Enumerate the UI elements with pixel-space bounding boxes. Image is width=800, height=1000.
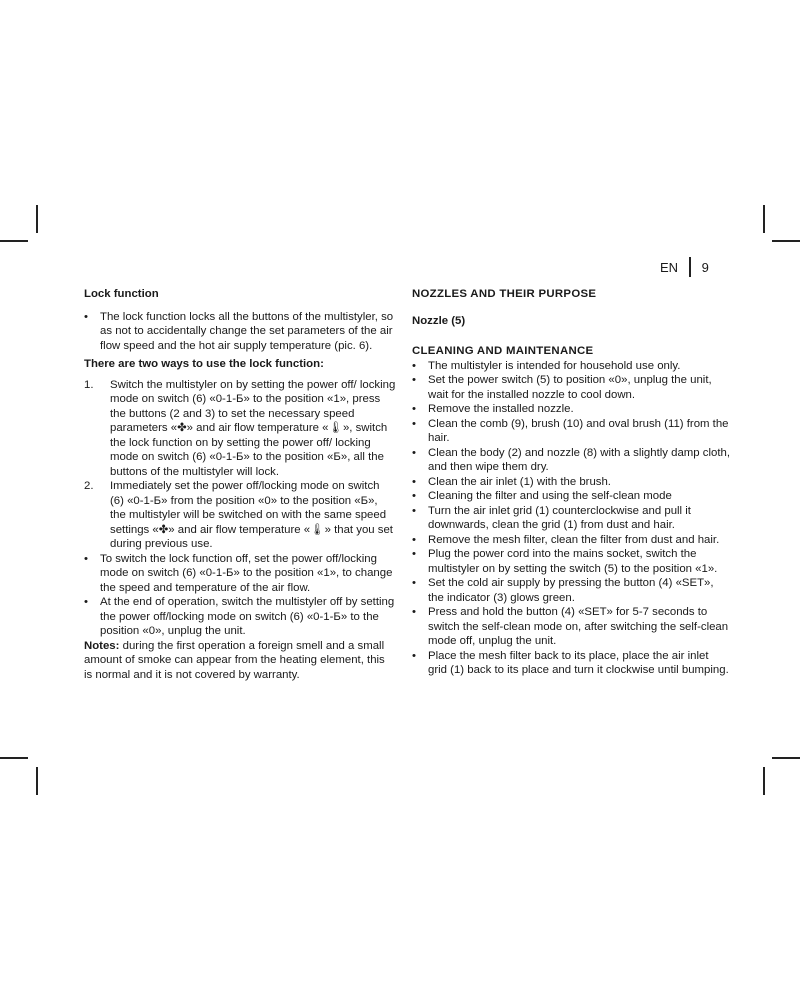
list-item: 2. Immediately set the power off/locking mode on switch (6) «0-1-Б» from the position «0» to the position «Б», the multistyler will be switched on with the same speed settings «✤» and air flow temperature «🌡» that you set during previous use. bbox=[84, 480, 393, 550]
list-item: • Set the power switch (5) to position «0», unplug the unit, wait for the installed nozzle to cool down. bbox=[412, 373, 730, 402]
list-item: • Clean the air inlet (1) with the brush. bbox=[412, 475, 730, 490]
list-item: • At the end of operation, switch the multistyler off by setting the power off/locking mode on switch (6) «0-1-Б» to the position «0», unplug the unit. bbox=[84, 595, 396, 639]
list-item: • Press and hold the button (4) «SET» for 5-7 seconds to switch the self-clean mode on, after switching the self-clean mode off, unplug the unit. bbox=[412, 605, 730, 649]
notes-paragraph bbox=[84, 639, 396, 683]
two-ways-heading: There are two ways to use the lock function: bbox=[84, 358, 324, 370]
crop-mark bbox=[36, 767, 38, 795]
list-item: • To switch the lock function off, set the power off/locking mode on switch (6) «0-1-Б» to the position «1», to change the speed and temperature of the air flow. bbox=[84, 552, 396, 596]
list-item: • Clean the body (2) and nozzle (8) with a slightly damp cloth, and then wipe them dry. bbox=[412, 446, 730, 475]
list-item: • Place the mesh filter back to its place, place the air inlet grid (1) back to its place and turn it clockwise until bumping. bbox=[412, 649, 730, 678]
crop-mark bbox=[763, 205, 765, 233]
list-item: • Remove the installed nozzle. bbox=[412, 402, 730, 417]
cleaning-heading: CLEANING AND MAINTENANCE bbox=[412, 345, 594, 357]
crop-mark bbox=[772, 757, 800, 759]
list-item: • Remove the mesh filter, clean the filter from dust and hair. bbox=[412, 533, 730, 548]
list-item: • Set the cold air supply by pressing the button (4) «SET», the indicator (3) glows green. bbox=[412, 576, 730, 605]
crop-mark bbox=[0, 757, 28, 759]
left-column bbox=[84, 287, 396, 682]
crop-mark bbox=[0, 240, 28, 242]
list-item: • Turn the air inlet grid (1) counterclockwise and pull it downwards, clean the grid (1) from dust and hair. bbox=[412, 504, 730, 533]
nozzle-label: Nozzle (5) bbox=[412, 314, 466, 327]
notes-text: during the first operation a foreign smell and a small amount of smoke can appear from the heating element, this is normal and it is not covered by warranty. bbox=[84, 639, 385, 681]
list-item: 1. Switch the multistyler on by setting the power off/ locking mode on switch (6) «0-1-Б» to the position «1», press the buttons (2 and 3) to set the necessary speed parameters «✤» and air flow temperature «🌡», switch the lock function on by setting the power off/ locking mode on switch (6) «0-1-Б» to the position «Б», all the buttons of the multistyler will lock. bbox=[84, 378, 396, 478]
lock-function-heading: Lock function bbox=[84, 288, 159, 300]
language-code: EN bbox=[660, 259, 679, 275]
list-item: • The lock function locks all the buttons of the multistyler, so as not to accidentally change the set parameters of the air flow speed and the hot air supply temperature (pic. 6). bbox=[84, 310, 396, 354]
nozzles-heading: NOZZLES AND THEIR PURPOSE bbox=[412, 288, 597, 300]
steps-list bbox=[84, 378, 396, 552]
list-item: • The multistyler is intended for household use only. bbox=[412, 359, 730, 374]
page-header bbox=[660, 257, 709, 277]
crop-mark bbox=[763, 767, 765, 795]
crop-mark bbox=[772, 240, 800, 242]
cleaning-list bbox=[412, 359, 730, 678]
crop-mark bbox=[36, 205, 38, 233]
header-divider bbox=[689, 257, 691, 277]
list-item: • Clean the comb (9), brush (10) and oval brush (11) from the hair. bbox=[412, 417, 730, 446]
right-column bbox=[412, 287, 730, 678]
list-item: • Plug the power cord into the mains socket, switch the multistyler on by setting the switch (5) to the position «1». bbox=[412, 547, 730, 576]
page-number: 9 bbox=[701, 259, 709, 275]
list-item: • Cleaning the filter and using the self-clean mode bbox=[412, 489, 730, 504]
notes-label: Notes: bbox=[84, 639, 120, 652]
lock-intro-list bbox=[84, 310, 396, 354]
extra-bullets-list bbox=[84, 552, 396, 639]
